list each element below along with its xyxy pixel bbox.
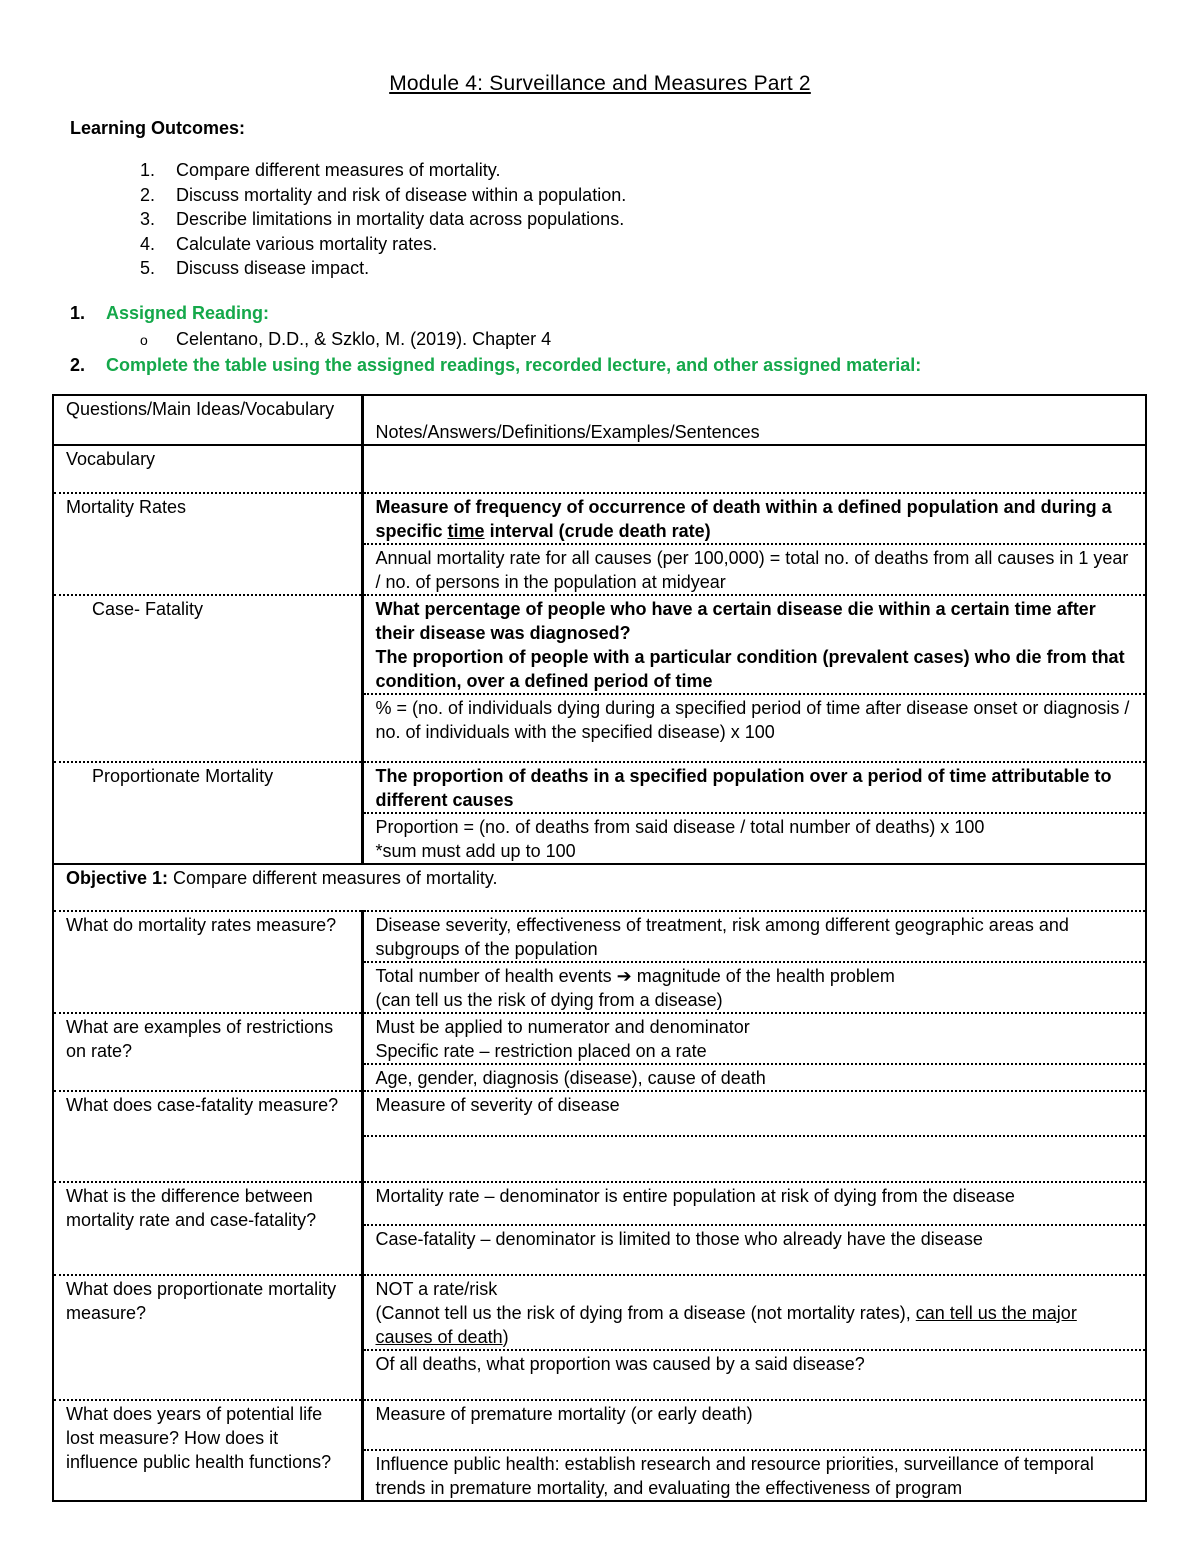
page-title: Module 4: Surveillance and Measures Part 2 [389,72,811,95]
vocabulary-notes [362,445,1146,493]
bullet-icon: o [140,332,148,348]
table-row [53,1013,1146,1064]
question-difference: What is the difference between mortality rate and case-fatality? [53,1182,362,1275]
table-row [53,493,1146,544]
case-fatality-definition: What percentage of people who have a certain disease die within a certain time after their disease was diagnosed? The proportion of people with a particular condition (prevalent cases) who die from that condition, over a defined period of time [362,595,1146,694]
table-row [53,762,1146,813]
answer-mortality-rates-measure-2: Total number of health events ➔ magnitude of the health problem (can tell us the risk of dying from a disease) [362,962,1146,1013]
question-proportionate-mortality-measure: What does proportionate mortality measure? [53,1275,362,1400]
answer-mortality-rates-measure-1: Disease severity, effectiveness of treatment, risk among different geographic areas and subgroups of the population [362,911,1146,962]
learning-outcomes-list [140,158,626,281]
table-row [53,445,1146,493]
table-row [53,1275,1146,1350]
notes-table [52,394,1147,1502]
assigned-reading-item: o Celentano, D.D., & Szklo, M. (2019). Chapter 4 [140,329,552,349]
learning-outcomes-heading: Learning Outcomes: [70,118,246,138]
answer-case-fatality-measure: Measure of severity of disease [362,1091,1146,1136]
assigned-reading-heading: 1. Assigned Reading: [70,303,270,323]
question-restrictions: What are examples of restrictions on rate? [53,1013,362,1091]
outcome-item: 3. Describe limitations in mortality data across populations. [140,209,625,229]
outcome-item: 4. Calculate various mortality rates. [140,233,438,254]
arrow-right-icon: ➔ [616,966,632,986]
header-notes: Notes/Answers/Definitions/Examples/Sentences [362,395,1146,445]
mortality-rates-label: Mortality Rates [53,493,362,595]
proportionate-mortality-label: Proportionate Mortality [53,762,362,864]
question-ypll: What does years of potential life lost measure? How does it influence public health functions? [53,1400,362,1501]
answer-difference-2: Case-fatality – denominator is limited to those who already have the disease [362,1225,1146,1275]
mortality-rates-definition: Measure of frequency of occurrence of death within a defined population and during a specific time interval (crude death rate) [362,493,1146,544]
table-header-row [53,395,1146,445]
answer-proportionate-mortality-2: Of all deaths, what proportion was caused by a said disease? [362,1350,1146,1400]
outcome-item: 5. Discuss disease impact. [140,258,370,278]
case-fatality-formula: % = (no. of individuals dying during a specified period of time after disease onset or diagnosis / no. of individuals with the specified disease) x 100 [362,694,1146,762]
outcome-item: 2. Discuss mortality and risk of disease within a population. [140,184,627,205]
outcome-item: 1. Compare different measures of mortality. [140,160,501,180]
table-row [53,595,1146,694]
question-case-fatality-measure: What does case-fatality measure? [53,1091,362,1182]
table-row [53,1400,1146,1450]
table-instructions: 2. Complete the table using the assigned readings, recorded lecture, and other assigned material: [70,355,922,375]
proportionate-mortality-formula: Proportion = (no. of deaths from said disease / total number of deaths) x 100 *sum must add up to 100 [362,813,1146,864]
header-questions: Questions/Main Ideas/Vocabulary [53,395,362,445]
answer-ypll-2: Influence public health: establish research and resource priorities, surveillance of temporal trends in premature mortality, and evaluating the effectiveness of program [362,1450,1146,1501]
answer-restrictions-2: Age, gender, diagnosis (disease), cause of death [362,1064,1146,1091]
question-mortality-rates-measure: What do mortality rates measure? [53,911,362,1013]
answer-difference-1: Mortality rate – denominator is entire population at risk of dying from the disease [362,1182,1146,1225]
proportionate-mortality-definition: The proportion of deaths in a specified population over a period of time attributable to different causes [362,762,1146,813]
answer-restrictions-1: Must be applied to numerator and denominator Specific rate – restriction placed on a rate [362,1013,1146,1064]
vocabulary-label: Vocabulary [53,445,362,493]
answer-ypll-1: Measure of premature mortality (or early death) [362,1400,1146,1450]
table-row [53,1182,1146,1225]
answer-case-fatality-blank [362,1136,1146,1182]
case-fatality-label: Case- Fatality [53,595,362,762]
objective-1: Objective 1: Compare different measures of mortality. [53,864,1146,911]
objective-row [53,864,1146,911]
answer-proportionate-mortality-1: NOT a rate/risk (Cannot tell us the risk of dying from a disease (not mortality rates), can tell us the major causes of death) [362,1275,1146,1350]
mortality-rates-formula: Annual mortality rate for all causes (per 100,000) = total no. of deaths from all causes in 1 year / no. of persons in the population at midyear [362,544,1146,595]
table-row [53,1091,1146,1136]
table-row [53,911,1146,962]
